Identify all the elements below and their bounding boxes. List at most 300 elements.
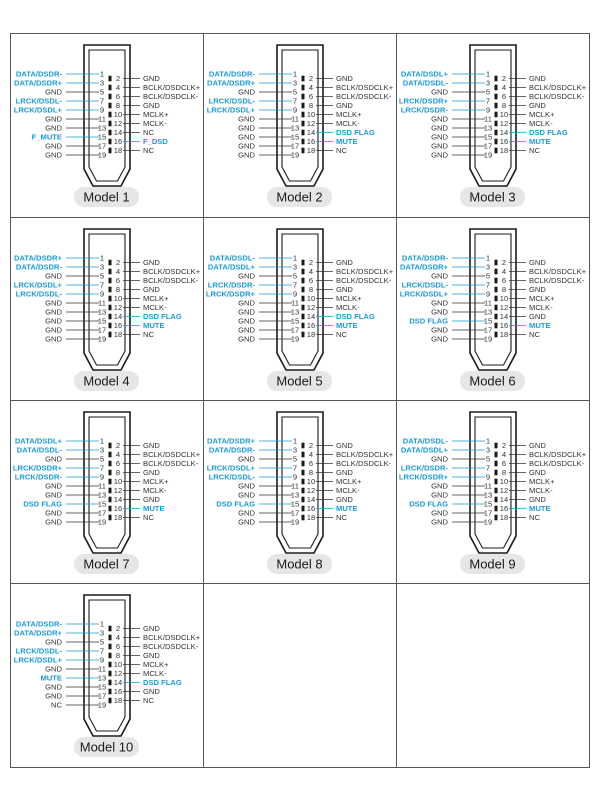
pin-contact	[302, 287, 305, 293]
pin-contact	[109, 296, 112, 302]
pin-number: 8	[501, 285, 507, 295]
pin-number: 16	[113, 321, 123, 331]
pin-label-right: MCLK+	[143, 294, 169, 304]
pin-label-left: GND	[431, 325, 448, 335]
pin-label-left: DATA/DSDR+	[13, 78, 62, 88]
pin-label-right: GND	[529, 468, 546, 478]
pin-contact	[109, 506, 112, 512]
pin-number: 2	[115, 258, 121, 268]
pin-number: 10	[306, 110, 316, 120]
pin-number: 9	[292, 105, 298, 115]
pin-contact	[109, 515, 112, 521]
pin-number: 6	[115, 92, 121, 102]
pin-contact	[302, 314, 305, 320]
pin-contact	[109, 689, 112, 695]
pin-contact	[302, 479, 305, 485]
pin-contact	[109, 470, 112, 476]
pin-number: 18	[306, 513, 316, 523]
pin-label-left: GND	[45, 682, 62, 692]
pin-label-right: MCLK-	[143, 303, 167, 313]
pin-number: 1	[292, 69, 298, 79]
pin-label-left: LRCK/DSDL-	[208, 472, 255, 482]
pin-contact	[109, 130, 112, 136]
pin-number: 4	[115, 450, 121, 460]
pin-contact	[495, 296, 498, 302]
pin-label-left: LRCK/DSDL+	[206, 105, 255, 115]
pin-number: 17	[483, 508, 493, 518]
pin-contact	[109, 314, 112, 320]
pin-label-left: DATA/DSDL-	[16, 445, 62, 455]
pin-number: 6	[501, 92, 507, 102]
pin-contact	[302, 497, 305, 503]
pin-contact	[109, 698, 112, 704]
pin-number: 4	[115, 267, 121, 277]
pin-label-right: BCLK/DSDCLK-	[336, 276, 392, 286]
pin-number: 7	[485, 463, 491, 473]
pin-number: 14	[306, 312, 316, 322]
pin-number: 11	[291, 298, 299, 308]
pin-label-left: DATA/DSDL-	[402, 436, 448, 446]
pin-label-left: GND	[45, 150, 62, 160]
pin-number: 13	[483, 307, 493, 317]
pin-label-right: MUTE	[529, 321, 551, 331]
pin-label-right: BCLK/DSDCLK-	[529, 276, 585, 286]
pin-label-right: GND	[336, 258, 353, 268]
pin-label-left: GND	[45, 637, 62, 647]
connector-outline	[470, 412, 516, 553]
pin-number: 18	[113, 330, 123, 340]
pin-label-right: NC	[143, 696, 154, 706]
pin-number: 13	[290, 123, 300, 133]
pin-number: 15	[97, 316, 107, 326]
pin-number: 13	[483, 123, 493, 133]
connector-outline	[277, 412, 323, 553]
pin-label-right: GND	[143, 651, 160, 661]
pin-number: 8	[115, 285, 121, 295]
pin-number: 3	[292, 445, 298, 455]
pin-contact	[495, 130, 498, 136]
pin-number: 10	[306, 477, 316, 487]
model-label: Model 3	[469, 189, 516, 205]
pin-label-right: GND	[143, 101, 160, 111]
model-diagram	[13, 412, 201, 574]
pin-label-right: BCLK/DSDCLK+	[529, 83, 587, 93]
pin-label-left: DATA/DSDR-	[15, 619, 62, 629]
pin-label-left: GND	[431, 508, 448, 518]
pin-label-left: GND	[45, 316, 62, 326]
pin-number: 9	[99, 289, 105, 299]
pin-number: 15	[290, 316, 300, 326]
pin-label-left: GND	[431, 87, 448, 97]
pin-number: 1	[99, 619, 105, 629]
model-diagram	[14, 45, 201, 207]
pin-number: 17	[483, 141, 493, 151]
pin-number: 12	[306, 303, 316, 313]
pin-label-left: LRCK/DSDR+	[205, 289, 255, 299]
pin-label-left: GND	[45, 691, 62, 701]
pin-label-right: GND	[143, 285, 160, 295]
pin-contact	[109, 269, 112, 275]
pin-number: 3	[99, 262, 105, 272]
pin-number: 7	[292, 96, 298, 106]
pin-contact	[109, 653, 112, 659]
pin-contact	[495, 139, 498, 145]
pin-number: 16	[306, 321, 316, 331]
pin-number: 9	[485, 105, 491, 115]
pin-label-right: MUTE	[143, 321, 165, 331]
pin-number: 4	[501, 450, 507, 460]
pin-number: 16	[306, 504, 316, 514]
pin-number: 2	[501, 441, 507, 451]
pin-contact	[302, 148, 305, 154]
pin-number: 12	[113, 486, 123, 496]
pin-label-left: LRCK/DSDL+	[206, 463, 255, 473]
pin-number: 18	[499, 330, 509, 340]
pin-number: 2	[115, 74, 121, 84]
pin-contact	[495, 94, 498, 100]
pin-label-right: NC	[143, 513, 154, 523]
pin-number: 18	[499, 513, 509, 523]
pin-contact	[109, 332, 112, 338]
pin-number: 8	[501, 468, 507, 478]
pin-number: 19	[97, 334, 107, 344]
pin-number: 13	[290, 490, 300, 500]
pin-contact	[302, 139, 305, 145]
pin-number: 7	[99, 646, 105, 656]
pin-label-right: BCLK/DSDCLK+	[143, 267, 201, 277]
pin-label-left: LRCK/DSDL-	[15, 289, 62, 299]
connector-outline	[470, 45, 516, 186]
pin-number: 14	[113, 312, 123, 322]
pin-label-right: MCLK+	[529, 294, 555, 304]
pin-contact	[109, 76, 112, 82]
pin-number: 6	[501, 459, 507, 469]
pin-number: 7	[485, 280, 491, 290]
pin-number: 3	[292, 262, 298, 272]
pin-number: 5	[292, 271, 298, 281]
pin-label-right: BCLK/DSDCLK-	[143, 642, 199, 652]
pin-contact	[109, 148, 112, 154]
pin-contact	[495, 260, 498, 266]
pin-label-left: DATA/DSDL-	[209, 253, 255, 263]
pin-label-left: DATA/DSDR+	[206, 436, 255, 446]
pin-label-left: GND	[238, 517, 255, 527]
pin-number: 17	[290, 141, 300, 151]
pin-contact	[302, 323, 305, 329]
pin-contact	[302, 452, 305, 458]
pin-number: 15	[483, 499, 493, 509]
model-diagram	[399, 412, 587, 574]
pin-label-left: DATA/DSDR-	[15, 69, 62, 79]
pin-label-right: MUTE	[336, 137, 358, 147]
pin-label-left: LRCK/DSDL-	[15, 646, 62, 656]
pin-number: 11	[98, 664, 106, 674]
pin-number: 3	[99, 628, 105, 638]
pin-number: 9	[292, 289, 298, 299]
pin-label-right: MCLK+	[143, 477, 169, 487]
pin-label-right: NC	[529, 146, 540, 156]
pin-number: 5	[99, 637, 105, 647]
pin-number: 4	[308, 267, 314, 277]
pin-label-left: GND	[431, 334, 448, 344]
pin-number: 3	[485, 78, 491, 88]
pin-number: 17	[290, 508, 300, 518]
pin-contact	[495, 515, 498, 521]
pin-number: 13	[97, 490, 107, 500]
pin-label-left: DATA/DSDR-	[15, 262, 62, 272]
pin-number: 9	[99, 472, 105, 482]
pin-label-right: NC	[529, 330, 540, 340]
pin-label-right: F_DSD	[143, 137, 168, 147]
pin-number: 8	[308, 285, 314, 295]
pin-label-left: LRCK/DSDL+	[13, 105, 62, 115]
connector-outline	[470, 229, 516, 370]
model-diagram	[207, 412, 394, 574]
pin-number: 19	[97, 517, 107, 527]
pin-label-left: GND	[431, 150, 448, 160]
pin-number: 1	[485, 69, 491, 79]
pin-label-right: GND	[529, 441, 546, 451]
pin-contact	[109, 305, 112, 311]
pin-label-left: GND	[238, 150, 255, 160]
pin-number: 10	[113, 294, 123, 304]
pin-number: 12	[113, 119, 123, 129]
pin-number: 17	[97, 691, 107, 701]
pin-label-right: NC	[529, 513, 540, 523]
pin-label-left: DATA/DSDL+	[400, 69, 448, 79]
pin-label-right: DSD FLAG	[336, 312, 375, 322]
pin-number: 7	[99, 96, 105, 106]
pin-contact	[109, 680, 112, 686]
pin-number: 8	[308, 468, 314, 478]
pin-label-left: GND	[45, 664, 62, 674]
pin-number: 19	[290, 150, 300, 160]
pin-number: 2	[308, 258, 314, 268]
pin-number: 2	[115, 624, 121, 634]
pin-label-left: LRCK/DSDL+	[13, 655, 62, 665]
pin-number: 11	[98, 298, 106, 308]
pin-number: 1	[292, 436, 298, 446]
pin-number: 11	[484, 481, 492, 491]
pin-number: 10	[113, 660, 123, 670]
pin-number: 10	[113, 110, 123, 120]
pin-number: 19	[483, 517, 493, 527]
pin-label-right: BCLK/DSDCLK-	[143, 459, 199, 469]
pin-number: 14	[113, 495, 123, 505]
pin-contact	[109, 662, 112, 668]
pin-number: 6	[308, 276, 314, 286]
pin-label-right: NC	[336, 513, 347, 523]
pin-contact	[302, 260, 305, 266]
pin-contact	[495, 269, 498, 275]
pin-label-right: MCLK+	[143, 660, 169, 670]
pin-label-left: LRCK/DSDL-	[15, 96, 62, 106]
pin-number: 4	[501, 83, 507, 93]
pin-label-left: GND	[45, 87, 62, 97]
pin-label-right: MCLK-	[143, 486, 167, 496]
pin-label-right: BCLK/DSDCLK+	[336, 267, 394, 277]
pin-number: 13	[97, 307, 107, 317]
pin-label-left: GND	[431, 298, 448, 308]
pin-label-left: LRCK/DSDL-	[208, 96, 255, 106]
pin-label-left: GND	[238, 508, 255, 518]
pin-contact	[495, 85, 498, 91]
pin-number: 9	[485, 472, 491, 482]
pin-number: 5	[99, 271, 105, 281]
pin-label-right: GND	[529, 258, 546, 268]
pin-number: 17	[483, 325, 493, 335]
pin-label-right: BCLK/DSDCLK+	[143, 450, 201, 460]
pin-contact	[109, 644, 112, 650]
pin-label-left: LRCK/DSDL+	[13, 280, 62, 290]
pin-label-left: GND	[45, 454, 62, 464]
pin-label-left: GND	[238, 87, 255, 97]
pin-label-left: GND	[238, 307, 255, 317]
pin-label-left: DSD FLAG	[409, 316, 448, 326]
pin-number: 13	[97, 123, 107, 133]
pin-label-right: NC	[143, 330, 154, 340]
pin-number: 10	[499, 294, 509, 304]
pin-number: 9	[485, 289, 491, 299]
model-label: Model 1	[83, 189, 130, 205]
pin-label-right: BCLK/DSDCLK-	[143, 276, 199, 286]
pin-number: 8	[308, 101, 314, 111]
pin-number: 2	[501, 258, 507, 268]
pin-contact	[495, 332, 498, 338]
pin-label-left: GND	[238, 123, 255, 133]
grid-cell	[397, 584, 590, 768]
pin-label-left: DATA/DSDR-	[401, 253, 448, 263]
pin-label-left: GND	[238, 481, 255, 491]
pin-number: 1	[99, 253, 105, 263]
pin-number: 10	[113, 477, 123, 487]
pin-number: 18	[306, 330, 316, 340]
pin-contact	[495, 103, 498, 109]
pin-contact	[109, 497, 112, 503]
pin-contact	[109, 626, 112, 632]
pin-number: 10	[499, 110, 509, 120]
pin-number: 14	[113, 678, 123, 688]
pin-contact	[495, 76, 498, 82]
pin-contact	[109, 671, 112, 677]
pin-number: 9	[292, 472, 298, 482]
pin-label-right: BCLK/DSDCLK+	[143, 633, 201, 643]
pin-number: 15	[97, 499, 107, 509]
connector-outline	[84, 412, 130, 553]
pin-number: 14	[499, 312, 509, 322]
pin-label-right: MUTE	[336, 504, 358, 514]
pin-number: 16	[499, 321, 509, 331]
pin-contact	[109, 488, 112, 494]
pin-label-right: MCLK-	[336, 486, 360, 496]
pin-label-left: GND	[45, 325, 62, 335]
pin-contact	[495, 470, 498, 476]
pin-number: 18	[306, 146, 316, 156]
pin-number: 4	[308, 83, 314, 93]
pin-contact	[109, 287, 112, 293]
pin-contact	[302, 296, 305, 302]
pin-number: 15	[97, 682, 107, 692]
pin-contact	[302, 506, 305, 512]
pin-label-right: MCLK+	[529, 477, 555, 487]
pin-label-left: GND	[431, 454, 448, 464]
pin-number: 16	[499, 504, 509, 514]
pin-contact	[495, 488, 498, 494]
pin-label-left: DSD FLAG	[23, 499, 62, 509]
model-diagram	[14, 229, 201, 391]
pin-label-right: DSD FLAG	[336, 128, 375, 138]
pin-number: 12	[499, 119, 509, 129]
pin-label-right: DSD FLAG	[529, 128, 568, 138]
pin-label-left: GND	[238, 271, 255, 281]
pin-label-right: GND	[143, 468, 160, 478]
pin-label-left: LRCK/DSDL+	[399, 289, 448, 299]
model-diagram	[14, 595, 201, 757]
pin-number: 1	[485, 436, 491, 446]
pin-contact	[495, 497, 498, 503]
pin-label-left: DATA/DSDR-	[208, 445, 255, 455]
pin-number: 19	[483, 334, 493, 344]
pin-number: 5	[292, 454, 298, 464]
pin-label-left: MUTE	[40, 673, 62, 683]
pin-number: 15	[483, 316, 493, 326]
pin-number: 17	[97, 141, 107, 151]
pin-number: 3	[292, 78, 298, 88]
pin-contact	[302, 461, 305, 467]
pin-number: 1	[99, 69, 105, 79]
pin-label-right: GND	[336, 74, 353, 84]
pin-label-right: GND	[336, 495, 353, 505]
pin-number: 6	[115, 459, 121, 469]
pin-number: 13	[97, 673, 107, 683]
pin-number: 17	[97, 325, 107, 335]
pin-contact	[109, 139, 112, 145]
pin-label-right: MUTE	[529, 137, 551, 147]
pin-contact	[495, 305, 498, 311]
pin-contact	[495, 506, 498, 512]
pin-label-right: GND	[143, 495, 160, 505]
pin-label-left: DSD FLAG	[216, 499, 255, 509]
pin-number: 2	[501, 74, 507, 84]
pin-number: 8	[501, 101, 507, 111]
pin-number: 8	[115, 651, 121, 661]
pin-number: 2	[308, 74, 314, 84]
pin-label-right: GND	[336, 441, 353, 451]
pin-number: 15	[290, 499, 300, 509]
pin-label-right: GND	[529, 101, 546, 111]
pin-label-left: GND	[238, 334, 255, 344]
pin-contact	[109, 452, 112, 458]
model-label: Model 6	[469, 373, 516, 389]
pin-number: 11	[484, 298, 492, 308]
pin-contact	[302, 332, 305, 338]
pin-contact	[302, 94, 305, 100]
pin-label-left: LRCK/DSDR+	[12, 463, 62, 473]
pin-label-left: GND	[45, 490, 62, 500]
pin-label-left: GND	[45, 298, 62, 308]
pin-number: 13	[483, 490, 493, 500]
pin-number: 13	[290, 307, 300, 317]
pin-contact	[109, 94, 112, 100]
pin-label-right: DSD FLAG	[143, 312, 182, 322]
pin-label-left: GND	[45, 334, 62, 344]
pin-number: 7	[99, 280, 105, 290]
pin-label-right: BCLK/DSDCLK-	[143, 92, 199, 102]
pin-label-left: GND	[45, 481, 62, 491]
pin-label-right: MCLK-	[143, 119, 167, 129]
pin-number: 3	[485, 445, 491, 455]
pin-number: 11	[291, 481, 299, 491]
